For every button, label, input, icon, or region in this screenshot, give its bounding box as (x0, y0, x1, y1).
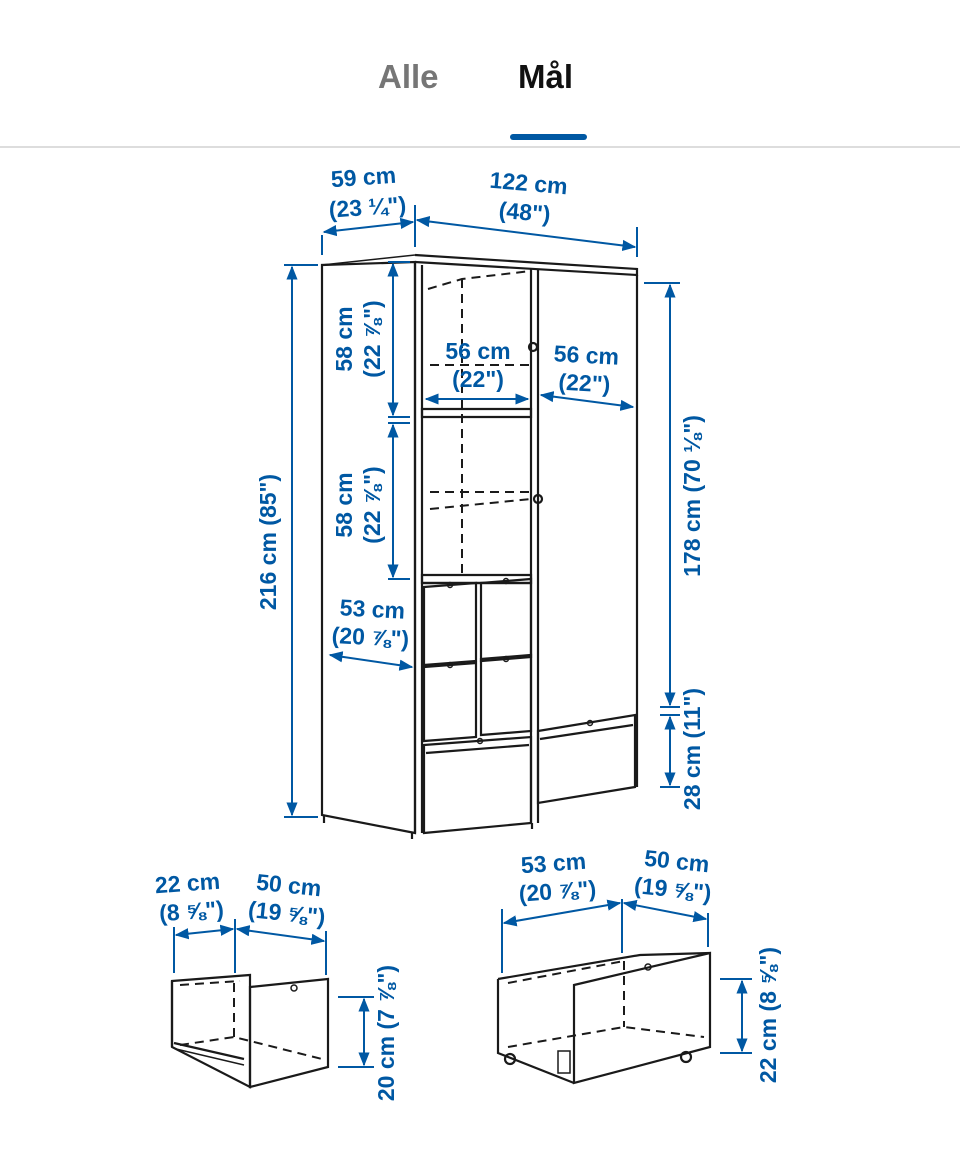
depth-cm-label: 59 cm (330, 161, 397, 193)
width-cm-label: 122 cm (488, 166, 569, 200)
tab-all[interactable]: Alle (378, 58, 439, 95)
big-drawer-d-cm-label: 50 cm (643, 844, 711, 878)
door-width-in-label: (22") (557, 368, 611, 398)
drawer-depth-cm-label: 53 cm (339, 594, 406, 624)
lower-shelf-cm-label: 58 cm (331, 472, 357, 538)
big-drawer-d-in-label: (19 ⅝") (632, 872, 713, 907)
small-drawer-w-cm-label: 22 cm (154, 867, 221, 899)
big-drawer-h-cm-label: 22 cm (8 ⅝") (755, 946, 781, 1084)
tab-bar (0, 0, 960, 148)
upper-shelf-in-label: (22 ⅞") (359, 300, 385, 378)
small-drawer-illustration (172, 975, 328, 1087)
width-in-label: (48") (497, 196, 552, 228)
shelf-width-cm-label: 56 cm (445, 338, 511, 364)
big-drawer-w-cm-label: 53 cm (520, 847, 587, 879)
dimension-drawing (0, 147, 960, 1169)
big-drawer-illustration (498, 953, 710, 1083)
shelf-width-in-label: (22") (452, 366, 504, 392)
upper-shelf-cm-label: 58 cm (331, 306, 357, 372)
base-drawer-height-label: 28 cm (11") (679, 687, 705, 811)
small-drawer-h-label: 20 cm (7 ⅞") (373, 964, 399, 1102)
active-tab-indicator (510, 134, 587, 140)
small-drawer-d-cm-label: 50 cm (255, 868, 323, 902)
lower-shelf-in-label: (22 ⅞") (359, 466, 385, 544)
height-label: 216 cm (85") (255, 473, 281, 611)
door-width-cm-label: 56 cm (553, 340, 620, 370)
drawer-depth-in-label: (20 ⅞") (331, 622, 410, 653)
big-drawer-w-in-label: (20 ⅞") (517, 875, 597, 907)
big-drawer-dimensions (502, 845, 781, 1083)
tab-dimensions[interactable]: Mål (518, 58, 574, 95)
small-drawer-w-in-label: (8 ⅝") (158, 895, 225, 927)
depth-in-label: (23 ¼") (327, 191, 407, 223)
door-height-label: 178 cm (70 ⅛") (679, 415, 705, 577)
small-drawer-d-in-label: (19 ⅝") (246, 896, 327, 931)
